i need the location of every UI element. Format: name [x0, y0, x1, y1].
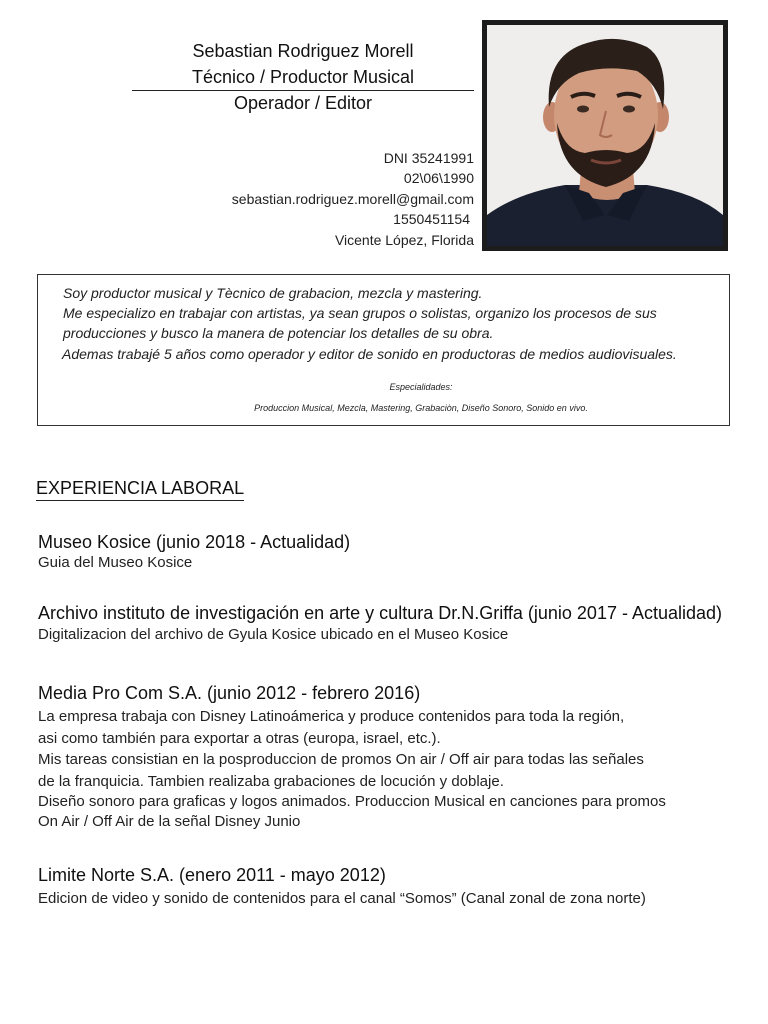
header-divider: [132, 90, 474, 91]
profile-photo: [482, 20, 728, 251]
contact-dni: DNI 35241991: [383, 150, 474, 166]
candidate-role-secondary: Operador / Editor: [233, 93, 373, 113]
contact-email[interactable]: sebastian.rodriguez.morell@gmail.com: [231, 191, 474, 207]
experience-heading: EXPERIENCIA LABORAL: [36, 478, 244, 501]
contact-phone: 1550451154: [393, 211, 470, 227]
contact-location: Vicente López, Florida: [334, 232, 474, 248]
contact-birth-date: 02\06\1990: [403, 170, 474, 186]
job-description: Edicion de video y sonido de contenidos para el canal “Somos” (Canal zonal de zona norte): [38, 890, 646, 907]
summary-line: Me especializo en trabajar con artistas, ya sean grupos o solistas, organizo los procesos de sus: [63, 305, 657, 321]
job-description: Diseño sonoro para graficas y logos animados. Produccion Musical en canciones para promos: [38, 793, 666, 810]
job-description: La empresa trabaja con Disney Latinoámerica y produce contenidos para toda la región,: [38, 708, 625, 725]
specialties-list: Produccion Musical, Mezcla, Mastering, Grabaciòn, Diseño Sonoro, Sonido en vivo.: [254, 403, 588, 413]
job-title: Media Pro Com S.A. (junio 2012 - febrero 2016): [38, 683, 421, 703]
job-description: Mis tareas consistian en la posproduccion de promos On air / Off air para todas las señales: [38, 751, 644, 768]
candidate-role: Técnico / Productor Musical: [191, 67, 415, 87]
specialties-title: Especialidades:: [389, 382, 453, 392]
job-description: Guia del Museo Kosice: [38, 554, 193, 571]
summary-line: producciones y busco la manera de potenciar los detalles de su obra.: [63, 325, 494, 341]
summary-line: Ademas trabajé 5 años como operador y editor de sonido en productoras de medios audiovisuales.: [62, 346, 677, 362]
portrait-illustration: [487, 25, 723, 246]
job-description: Digitalizacion del archivo de Gyula Kosice ubicado en el Museo Kosice: [38, 626, 509, 643]
candidate-name: Sebastian Rodriguez Morell: [192, 41, 414, 61]
job-title: Museo Kosice (junio 2018 - Actualidad): [38, 532, 351, 552]
job-title: Limite Norte S.A. (enero 2011 - mayo 2012): [38, 865, 386, 885]
job-description: asi como también para exportar a otras (europa, israel, etc.).: [38, 730, 441, 747]
job-description: On Air / Off Air de la señal Disney Junio: [38, 813, 301, 830]
job-description: de la franquicia. Tambien realizaba grabaciones de locución y doblaje.: [38, 773, 504, 790]
summary-line: Soy productor musical y Tècnico de grabacion, mezcla y mastering.: [63, 285, 483, 301]
job-title: Archivo instituto de investigación en arte y cultura Dr.N.Griffa (junio 2017 - Actualidad): [38, 603, 723, 623]
